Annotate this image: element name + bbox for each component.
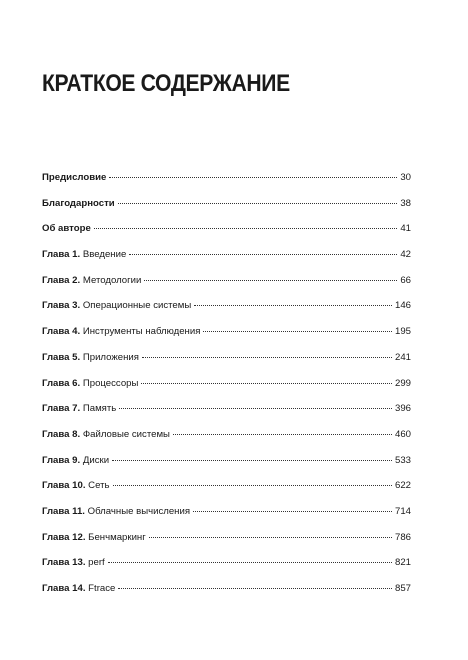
toc-entry-title: Предисловие	[42, 172, 107, 183]
toc-entry-title: perf	[88, 557, 105, 569]
toc-dot-leader	[118, 202, 398, 204]
toc-page-number: 195	[394, 326, 411, 338]
toc-chapter-number: Глава 6.	[42, 377, 81, 389]
toc-entry[interactable]	[42, 172, 411, 198]
toc-chapter-number: Глава 11.	[42, 505, 85, 517]
toc-entry[interactable]	[42, 223, 411, 249]
toc-entry[interactable]	[42, 480, 411, 506]
toc-entry[interactable]	[42, 506, 411, 532]
toc-chapter-number: Глава 5.	[42, 351, 81, 363]
toc-dot-leader	[194, 304, 392, 306]
toc-page-number: 66	[400, 274, 411, 286]
toc-chapter-number: Глава 7.	[42, 403, 81, 415]
toc-entry[interactable]	[42, 429, 411, 455]
toc-dot-leader	[173, 433, 392, 435]
toc-page-number: 786	[394, 531, 411, 543]
toc-page-number: 41	[400, 223, 411, 235]
toc-entry[interactable]	[42, 300, 411, 326]
toc-entry-title: Приложения	[82, 351, 139, 363]
toc-dot-leader	[108, 561, 392, 563]
toc-chapter-number: Глава 13.	[42, 557, 86, 569]
toc-page-number: 396	[394, 403, 411, 415]
toc-dot-leader	[94, 227, 398, 229]
toc-dot-leader	[193, 510, 392, 512]
toc-entry[interactable]	[42, 198, 411, 224]
toc-chapter-number: Глава 2.	[42, 274, 81, 286]
toc-dot-leader	[149, 536, 392, 538]
toc-entry[interactable]	[42, 455, 411, 481]
toc-page-number: 857	[394, 583, 411, 594]
toc-page-number: 42	[400, 249, 411, 261]
toc-page-number: 622	[394, 480, 411, 492]
toc-dot-leader	[141, 382, 392, 384]
toc-entry[interactable]	[42, 557, 411, 583]
toc-chapter-number: Глава 4.	[42, 326, 81, 338]
toc-entry-title: Память	[82, 403, 117, 415]
toc-entry[interactable]	[42, 403, 411, 429]
toc-page-number: 714	[394, 505, 411, 517]
toc-entry[interactable]	[42, 532, 411, 558]
toc-chapter-number: Глава 10.	[42, 480, 86, 492]
toc-dot-leader	[118, 587, 392, 589]
toc-entry[interactable]	[42, 583, 411, 609]
toc-dot-leader	[129, 253, 397, 255]
toc-dot-leader	[119, 407, 392, 409]
toc-entry-title: Инструменты наблюдения	[82, 326, 201, 338]
toc-entry-title: Методологии	[82, 274, 142, 286]
toc-page-number: 38	[400, 197, 411, 209]
toc-entry-title: Файловые системы	[82, 428, 170, 440]
toc-dot-leader	[144, 279, 397, 281]
toc-entry-title: Об авторе	[42, 223, 91, 235]
toc-entry-title: Операционные системы	[82, 300, 192, 312]
toc-entry[interactable]	[42, 352, 411, 378]
toc-entry-title: Благодарности	[42, 197, 115, 209]
toc-dot-leader	[113, 484, 392, 486]
toc-page-number: 460	[394, 428, 411, 440]
toc-page-number: 241	[394, 351, 411, 363]
toc-dot-leader	[203, 330, 392, 332]
toc-dot-leader	[109, 176, 397, 178]
toc-page-number: 299	[394, 377, 411, 389]
toc-chapter-number: Глава 8.	[42, 428, 81, 440]
toc-entry[interactable]	[42, 275, 411, 301]
toc-entry-title: Ftrace	[88, 583, 116, 594]
toc-entry-title: Бенчмаркинг	[88, 531, 146, 543]
toc-entry[interactable]	[42, 249, 411, 275]
toc-entry-title: Облачные вычисления	[87, 505, 191, 517]
toc-chapter-number: Глава 3.	[42, 300, 81, 312]
toc-page-number: 30	[400, 172, 411, 183]
toc-entry-title: Сеть	[88, 480, 110, 492]
table-of-contents	[42, 172, 411, 609]
toc-entry-title: Процессоры	[82, 377, 139, 389]
toc-chapter-number: Глава 9.	[42, 454, 81, 466]
toc-entry-title: Введение	[82, 249, 127, 261]
toc-chapter-number: Глава 12.	[42, 531, 86, 543]
toc-entry-title: Диски	[82, 454, 110, 466]
toc-page-number: 146	[394, 300, 411, 312]
toc-entry[interactable]	[42, 378, 411, 404]
toc-chapter-number: Глава 1.	[42, 249, 81, 261]
toc-dot-leader	[142, 356, 392, 358]
toc-dot-leader	[112, 459, 392, 461]
toc-chapter-number: Глава 14.	[42, 583, 86, 594]
toc-entry[interactable]	[42, 326, 411, 352]
toc-page-number: 821	[394, 557, 411, 569]
page-title: КРАТКОЕ СОДЕРЖАНИЕ	[42, 70, 290, 97]
toc-page-number: 533	[394, 454, 411, 466]
